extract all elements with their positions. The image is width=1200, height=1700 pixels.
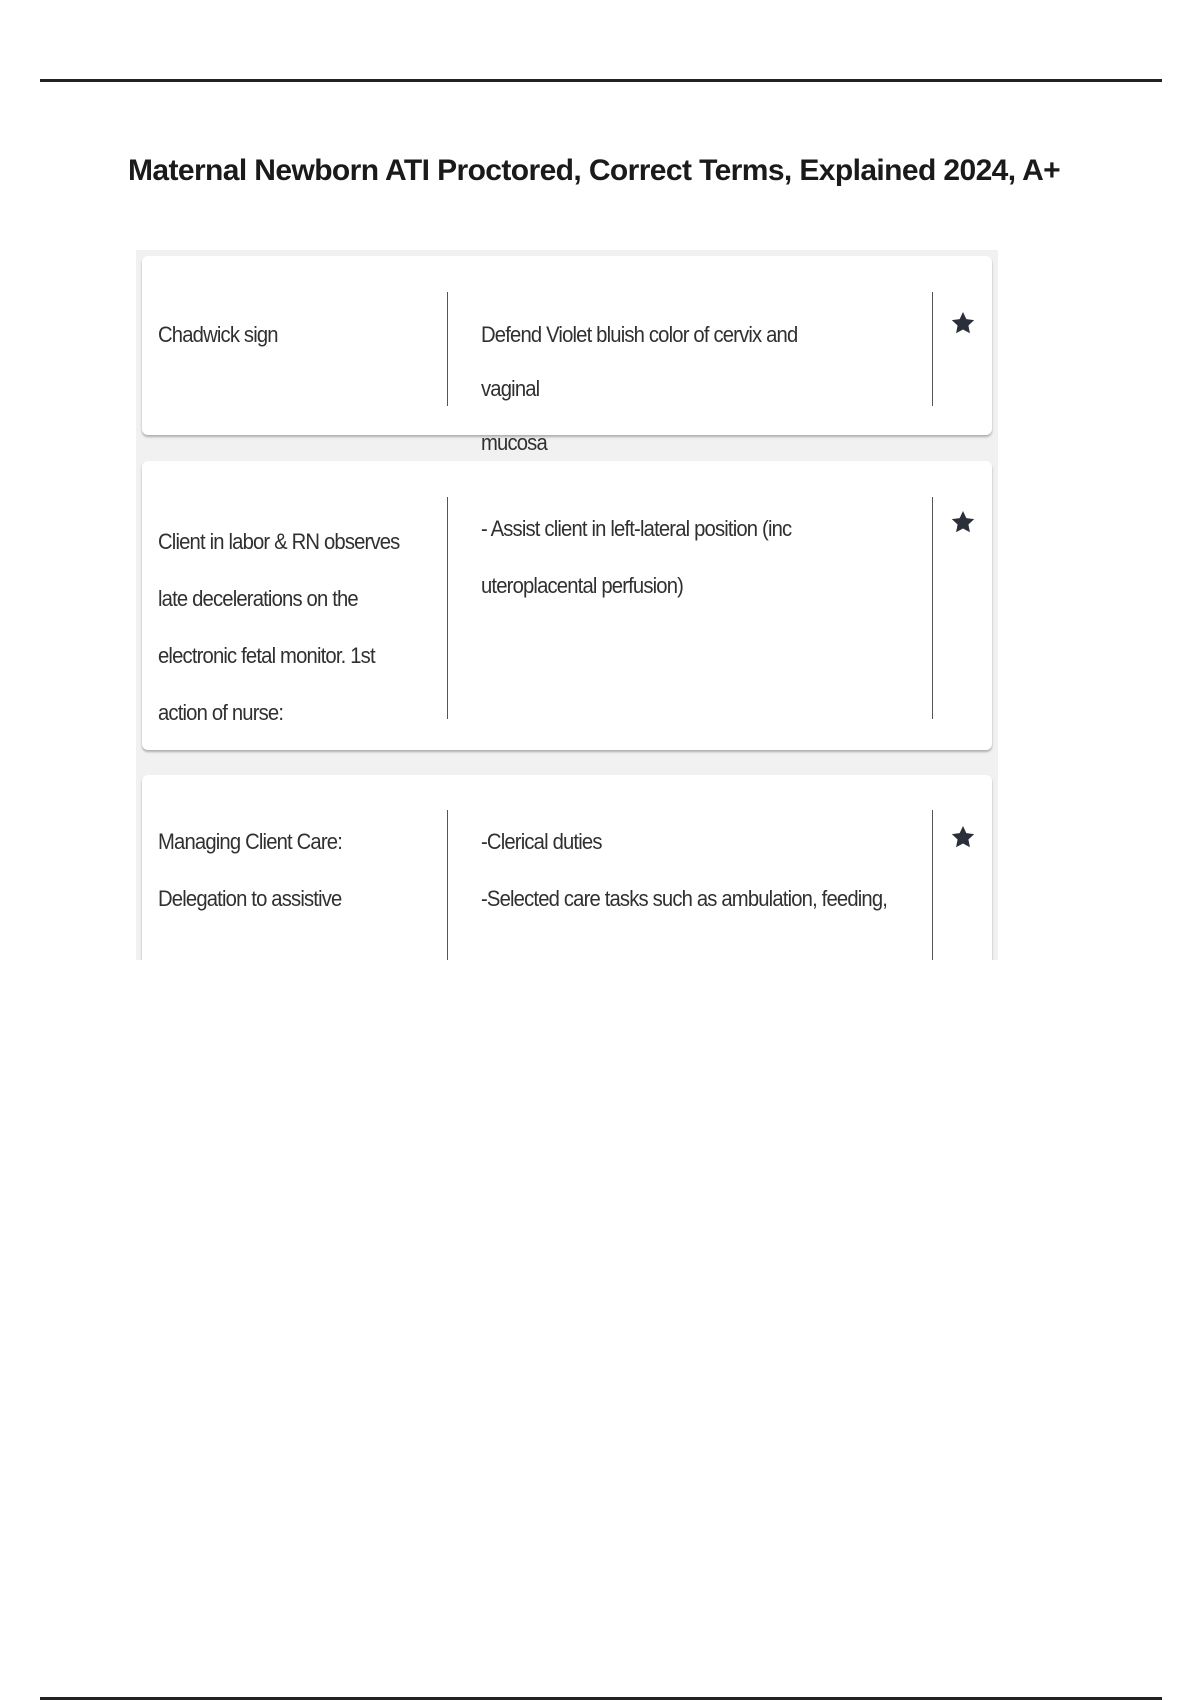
column-divider — [447, 810, 448, 960]
document-title: Maternal Newborn ATI Proctored, Correct Terms, Explained 2024, A+ — [128, 154, 1061, 187]
star-icon[interactable] — [950, 310, 976, 336]
column-divider — [932, 810, 933, 960]
card-term: Client in labor & RN observes late decelerations on the electronic fetal monitor. 1st action of nurse: — [158, 529, 400, 725]
card-definition: Defend Violet bluish color of cervix and vaginal mucosa — [481, 322, 798, 455]
column-divider — [447, 292, 448, 406]
star-icon[interactable] — [950, 509, 976, 535]
card-term: Chadwick sign — [158, 322, 278, 347]
column-divider — [932, 292, 933, 406]
flashcard — [142, 256, 992, 455]
flashcard — [142, 775, 992, 960]
star-icon[interactable] — [950, 824, 976, 850]
card-definition: -Clerical duties -Selected care tasks such as ambulation, feeding, — [481, 829, 888, 911]
card-term: Managing Client Care: Delegation to assistive — [158, 829, 342, 911]
flashcard-list[interactable] — [136, 250, 998, 960]
header-rule — [40, 79, 1162, 82]
card-definition: - Assist client in left-lateral position (inc uteroplacental perfusion) — [481, 516, 792, 598]
column-divider — [932, 497, 933, 719]
flashcard — [142, 461, 992, 750]
column-divider — [447, 497, 448, 719]
